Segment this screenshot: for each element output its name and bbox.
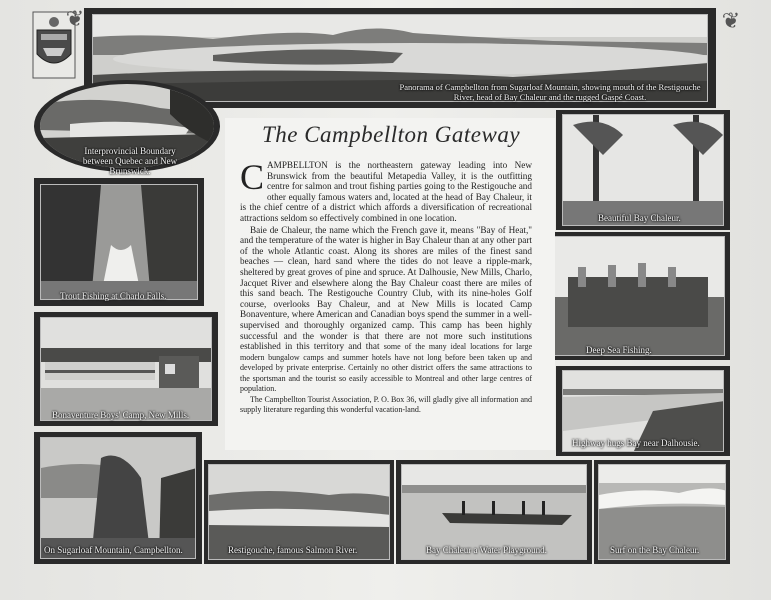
dropcap: C [240,157,265,197]
interprovincial-caption: Interprovincial Boundary between Quebec and New Brunswick. [82,146,178,176]
article-paragraph-1 [240,157,532,224]
bonaventure-photo [40,317,212,421]
deepsea-photo [547,236,725,356]
fleur-ornament-icon: ❦ [65,6,85,31]
paragraph-2-text: Baie de Chaleur, the name which the French gave it, means "Bay of Heat," and the temperature of the water is higher in Bay Chaleur than at any other part of the whole Atlantic coast. Along its shores are miles of the finest sand beaches — clean, hard sand where the tides do not leave a ripple-mark, sheltered by great groves of pine and spruce. At Dalhousie, New Mills, Charlo, Jacquet River and elsewhere along the Bay Chaleur coast there are miles of this sand beach. The Restigouche Country Club, with its nine-holes Golf course, overlooks Bay Chaleur, and at New Mills is located Camp Bonaventure, where American and Canadian boys spend the summer in a well-supervised and thoroughly organized camp. This camp has been highly successful and the wonder is that there are not more such institutions established in this territory and that [240,224,532,352]
bonaventure-caption: Bonaventure Boys' Camp, New Mills. [52,410,190,420]
surf-caption: Surf on the Bay Chaleur. [610,545,700,555]
article-body [240,157,533,415]
deepsea-caption: Deep Sea Fishing. [586,345,652,355]
trout-photo [40,184,198,300]
article-paragraph-3: The Campbellton Tourist Association, P. O. Box 36, will gladly give all information and supply literature regarding this wonderful vacation-land. [240,395,532,414]
sugarloaf-caption: On Sugarloaf Mountain, Campbellton. [44,545,183,555]
beautiful-photo [562,114,724,226]
trout-caption: Trout Fishing at Charlo Falls. [60,291,167,301]
sugarloaf-photo [40,437,196,559]
beautiful-caption: Beautiful Bay Chaleur. [598,213,681,223]
article-title: The Campbellton Gateway [261,122,521,147]
restigouche-caption: Restigouche, famous Salmon River. [228,545,358,555]
paragraph-2-small-text: some of the many ideal locations for large modern bungalow camps and summer hotels have not long before been taken up and developed by private enterprise. Certainly no other district offers the same attractions to the sportsman and the tourist so easily accessible to Montreal and other large centres of population. [240,342,533,394]
panorama-caption: Panorama of Campbellton from Sugarloaf Mountain, showing mouth of the Restigouche River, head of Bay Chaleur and the rugged Gaspé Coast. [399,82,701,102]
playground-caption: Bay Chaleur a Water Playground. [426,545,547,555]
fleur-ornament-icon: ❦ [721,8,741,33]
paragraph-1-text: AMPBELLTON is the northeastern gateway leading into New Brunswick from the beautiful Metapedia Valley, it is the outfitting centre for salmon and trout fishing parties going to the Restigouche and other equally famous waters and, located at the head of Bay Chaleur, it is the chief centre of a district which affords a diversification of recreational attractions seldom so effectively combined in one location. [240,160,532,223]
article-paragraph-2 [240,225,532,395]
highway-caption: Highway hugs Bay near Dalhousie. [572,438,700,448]
